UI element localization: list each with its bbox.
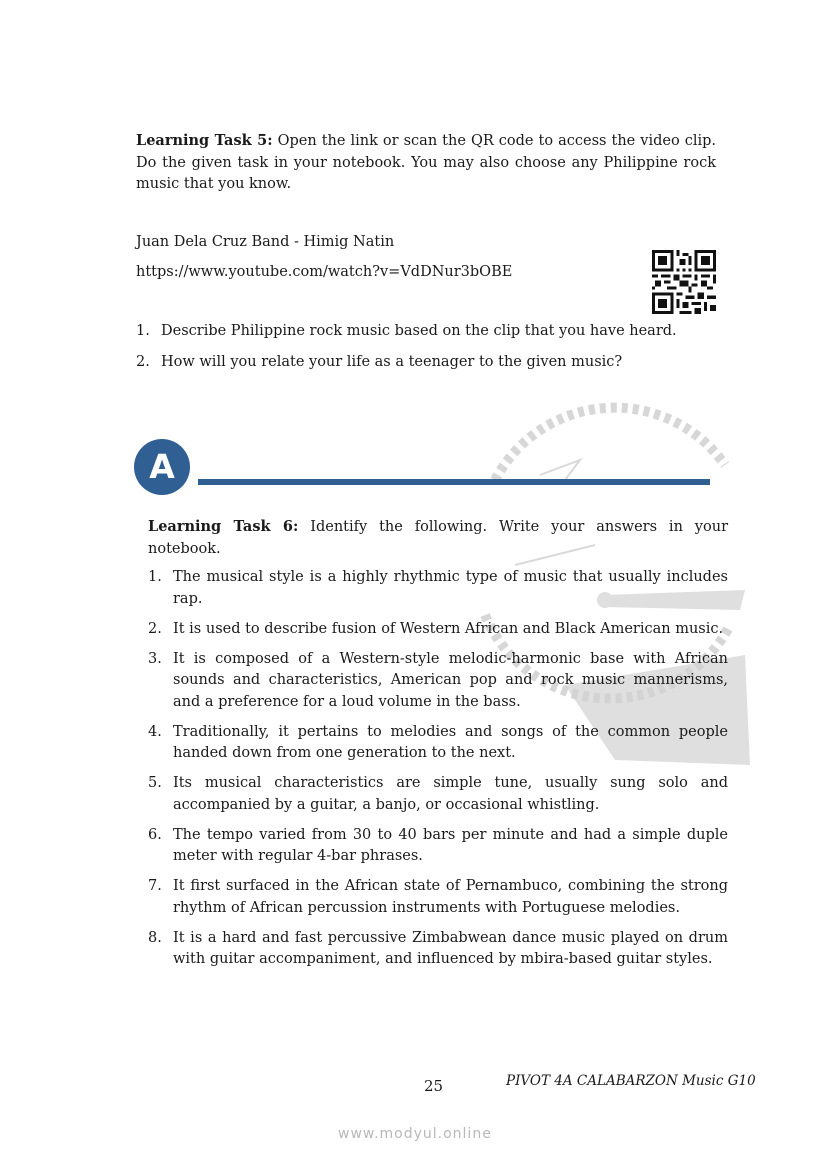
task6-instructions [148, 516, 728, 560]
question-item: 1. Describe Philippine rock music based on the clip that you have heard. [136, 323, 677, 339]
site-watermark: www.modyul.online [338, 1126, 492, 1142]
list-item: 5. Its musical characteristics are simple tune, usually sung solo and accompanied by a guitar, a banjo, or occasional whistling. [148, 775, 728, 813]
task6-text: Identify the following. Write your answers in your notebook. [148, 519, 728, 557]
task5-questions [136, 321, 721, 382]
task5-text: Open the link or scan the QR code to access the video clip. Do the given task in your notebook. You may also choose any Philippine rock music that you know. [136, 133, 716, 192]
page-number: 25 [424, 1077, 444, 1095]
section-divider [198, 479, 710, 485]
video-link[interactable]: https://www.youtube.com/watch?v=VdDNur3bOBE [136, 264, 513, 280]
list-item: 6. The tempo varied from 30 to 40 bars per minute and had a simple duple meter with regular 4-bar phrases. [148, 826, 728, 864]
question-item: 2. How will you relate your life as a teenager to the given music? [136, 353, 623, 370]
footer-title: PIVOT 4A CALABARZON Music G10 [506, 1073, 756, 1089]
task6-label: Learning Task 6: [148, 518, 299, 535]
task5-label: Learning Task 5: [136, 132, 273, 149]
list-item: 3. It is composed of a Western-style melodic-harmonic base with African sounds and characteristics, American pop and rock music mannerisms, and a preference for a loud volume in the bass. [148, 650, 728, 710]
list-item: 1. The musical style is a highly rhythmic type of music that usually includes rap. [148, 569, 728, 607]
list-item: 8. It is a hard and fast percussive Zimbabwean dance music played on drum with guitar accompaniment, and influenced by mbira-based guitar styles. [148, 929, 728, 967]
list-item: 7. It first surfaced in the African state of Pernambuco, combining the strong rhythm of African percussion instruments with Portuguese melodies. [148, 878, 728, 916]
task5-instructions [136, 130, 716, 196]
list-item: 4. Traditionally, it pertains to melodies and songs of the common people handed down from one generation to the next. [148, 723, 728, 761]
section-badge: A [134, 439, 190, 495]
qr-code-icon[interactable] [652, 250, 716, 314]
song-title: Juan Dela Cruz Band - Himig Natin [136, 234, 395, 250]
list-item: 2. It is used to describe fusion of Western African and Black American music. [148, 620, 724, 637]
task6-items [148, 567, 728, 979]
